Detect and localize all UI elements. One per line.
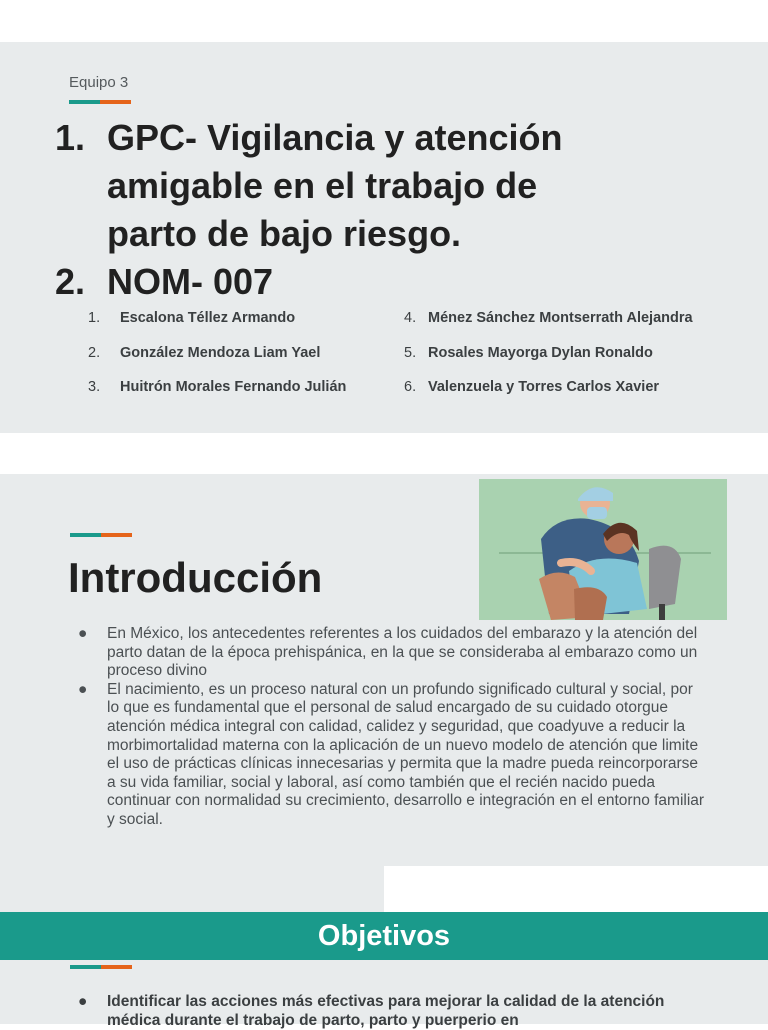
bullet-icon: ● bbox=[78, 625, 88, 642]
list-item bbox=[78, 681, 708, 830]
member-item bbox=[404, 379, 693, 414]
accent-bar bbox=[70, 965, 132, 969]
member-number: 6. bbox=[404, 379, 417, 395]
intro-bullet-list bbox=[78, 625, 708, 830]
bullet-icon: ● bbox=[78, 993, 88, 1010]
topic-number: 2. bbox=[55, 261, 86, 302]
objectives-banner bbox=[0, 912, 768, 960]
section-title: Objetivos bbox=[317, 919, 451, 952]
member-item bbox=[88, 345, 346, 380]
accent-bar bbox=[70, 533, 132, 537]
member-name: Valenzuela y Torres Carlos Xavier bbox=[428, 379, 660, 395]
section-title: Introducción bbox=[68, 554, 323, 601]
member-number: 1. bbox=[88, 310, 101, 326]
topic-text bbox=[107, 114, 562, 258]
member-item bbox=[404, 310, 693, 345]
topic-item bbox=[55, 258, 675, 306]
member-number: 5. bbox=[404, 344, 417, 361]
team-label: Equipo 3 bbox=[69, 74, 129, 91]
topic-number: 1. bbox=[55, 117, 86, 158]
topic-text: NOM- 007 bbox=[107, 261, 274, 302]
member-number: 3. bbox=[88, 379, 101, 395]
member-item bbox=[88, 379, 346, 414]
objectives-bullet-list bbox=[78, 993, 708, 1030]
member-item bbox=[88, 310, 346, 345]
list-item bbox=[78, 625, 708, 681]
bullet-icon: ● bbox=[78, 680, 88, 698]
topic-list bbox=[55, 114, 675, 306]
member-name: Escalona Téllez Armando bbox=[120, 310, 296, 326]
bullet-text: El nacimiento, es un proceso natural con un profundo significado cultural y social, por lo que es fundamental que el personal de salud encargado de su cuidado otorgue atención médica integral con calidad, calidez y seguridad, que coadyuve a reducir la morbimortalidad materna con la aplicación de un nuevo modelo de atención que limite el uso de prácticas clínicas innecesarias y permita que la madre pueda reincorporarse a su vida familiar, social y laboral, así como también que el recién nacido pueda continuar con normalidad su crecimiento, desarrollo e integración en el entorno familiar y social. bbox=[107, 680, 705, 828]
slide-introduction bbox=[0, 474, 768, 884]
member-number: 4. bbox=[404, 310, 417, 326]
topic-line: parto de bajo riesgo. bbox=[107, 213, 462, 254]
childbirth-illustration bbox=[479, 479, 727, 620]
member-list-left bbox=[88, 310, 346, 414]
divider-block bbox=[384, 866, 768, 912]
member-name: Ménez Sánchez Montserrath Alejandra bbox=[428, 310, 693, 326]
slide-team bbox=[0, 42, 768, 433]
bullet-text: En México, los antecedentes referentes a los cuidados del embarazo y la atención del parto datan de la época prehispánica, en la que se consideraba al embarazo como un proceso divino bbox=[107, 625, 698, 680]
topic-line: GPC- Vigilancia y atención bbox=[107, 117, 563, 158]
member-list-right bbox=[404, 310, 693, 414]
member-name: González Mendoza Liam Yael bbox=[120, 344, 321, 361]
accent-bar bbox=[69, 100, 131, 104]
member-number: 2. bbox=[88, 344, 101, 361]
member-name: Huitrón Morales Fernando Julián bbox=[120, 379, 347, 395]
list-item bbox=[78, 993, 708, 1030]
member-name: Rosales Mayorga Dylan Ronaldo bbox=[428, 344, 653, 361]
topic-line: amigable en el trabajo de bbox=[107, 165, 538, 206]
topic-item bbox=[55, 114, 675, 258]
bullet-text: Identificar las acciones más efectivas para mejorar la calidad de la atención médica durante el trabajo de parto, parto y puerperio en bbox=[107, 993, 665, 1029]
member-item bbox=[404, 345, 693, 380]
